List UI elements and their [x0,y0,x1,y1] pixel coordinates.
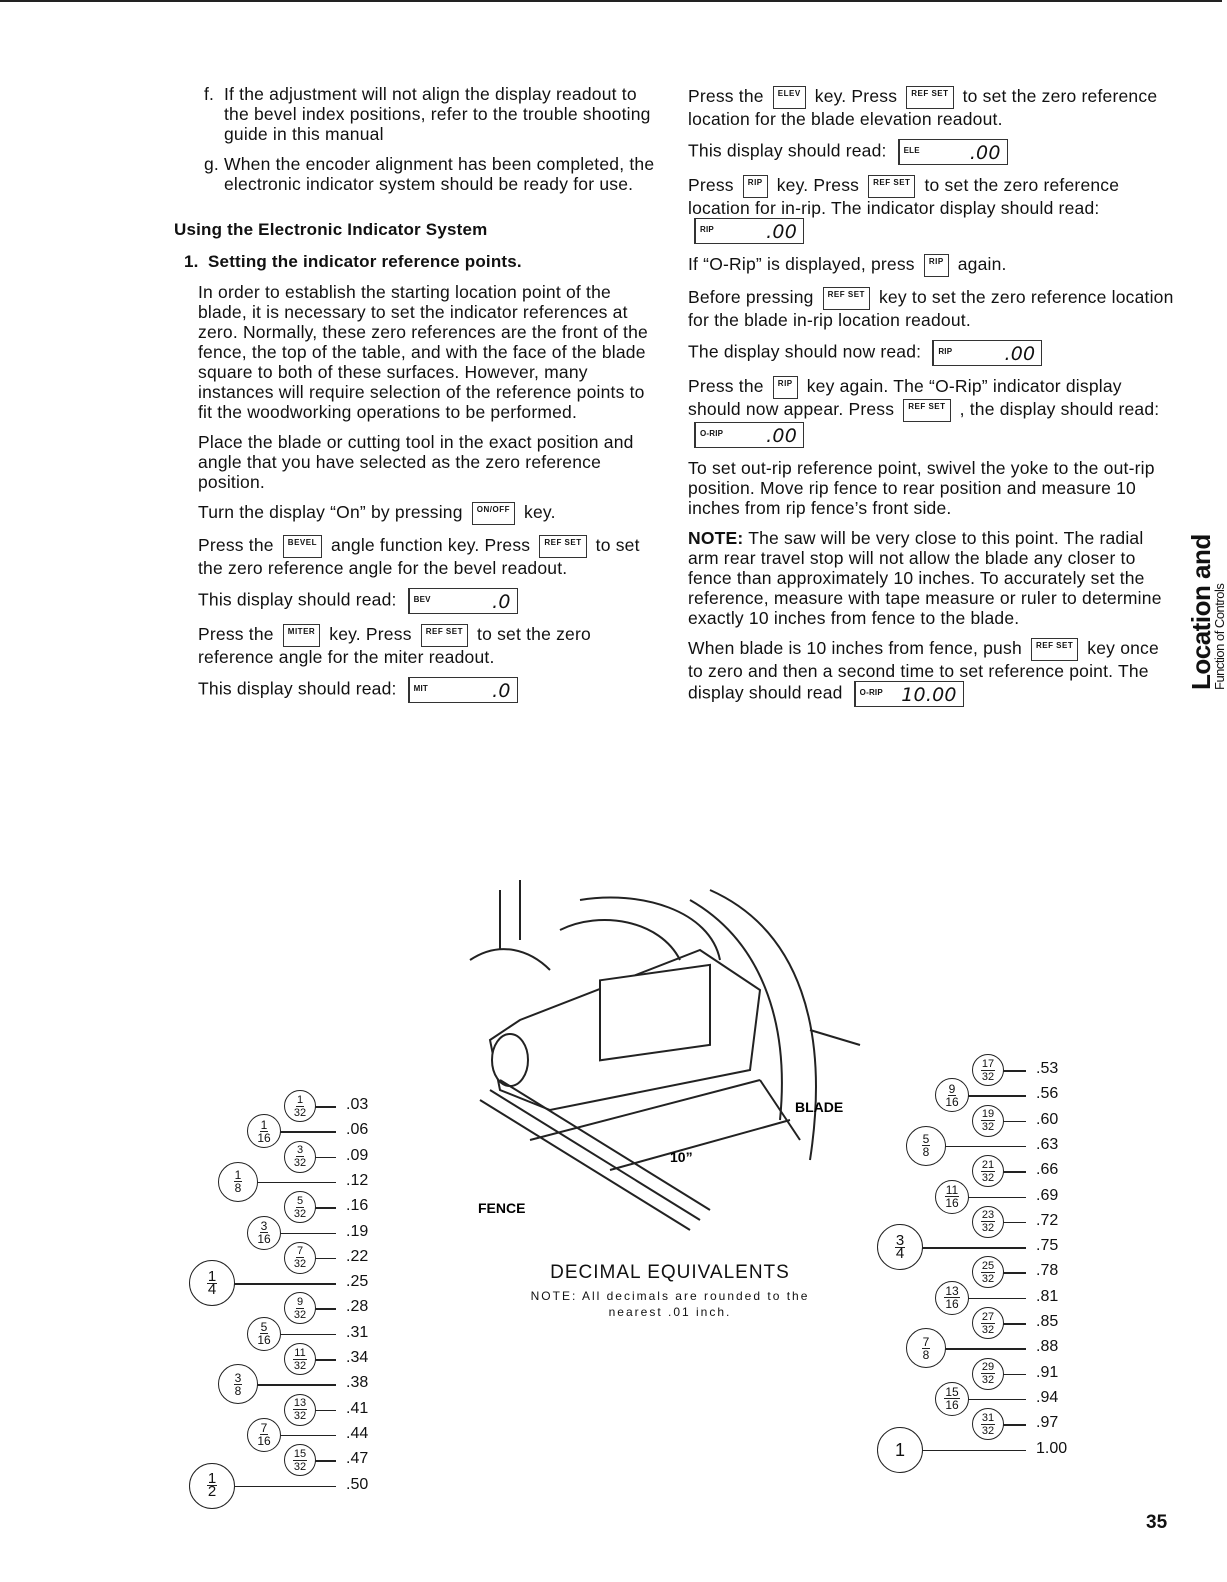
fraction-numerator: 15 [293,1447,307,1460]
fraction-numerator: 9 [948,1081,956,1096]
fraction-circle [284,1191,316,1223]
fraction-numerator: 1 [296,1093,304,1106]
decimal-value: .28 [346,1298,369,1316]
fraction-circle [247,1418,281,1452]
fraction-denominator: 32 [293,1258,307,1271]
fraction-denominator: 32 [981,1374,995,1387]
fraction-numerator: 7 [296,1245,304,1258]
miter-instruction [198,624,662,667]
rip-key: RIP [773,376,798,399]
decimal-value: .31 [346,1323,369,1341]
fraction-denominator: 32 [293,1460,307,1473]
fraction-circle [972,1155,1004,1187]
fraction-circle [935,1078,969,1112]
ref-set-key: REF SET [906,86,953,109]
fraction-denominator: 16 [945,1297,959,1312]
orip-display [854,681,964,707]
bevel-instruction [198,535,662,578]
decimal-value: .97 [1036,1414,1059,1432]
caption-note: NOTE: All decimals are rounded to the nearest .01 inch. [530,1289,810,1319]
fraction-circle [247,1114,281,1148]
fraction-circle [972,1256,1004,1288]
decimal-value: .12 [346,1171,369,1189]
fraction-numerator: 9 [296,1295,304,1308]
decimal-value: .91 [1036,1363,1059,1381]
decimal-value: .75 [1036,1237,1059,1255]
fraction-circle [284,1343,316,1375]
orip-pre: If “O-Rip” is displayed, press [688,254,915,275]
fraction-denominator: 32 [981,1272,995,1285]
fraction-numerator: 5 [922,1132,930,1147]
fraction-circle [935,1281,969,1315]
fraction-circle [972,1307,1004,1339]
display-value: .00 [1004,343,1036,365]
push-pre: When blade is 10 inches from fence, push [688,638,1022,659]
note-label: NOTE: [688,528,744,548]
miter-display [408,677,518,703]
decimal-value: .85 [1036,1313,1059,1330]
fraction-denominator: 16 [257,1434,271,1449]
decimal-value: .25 [346,1273,369,1291]
fraction-circle [189,1463,235,1509]
fraction-numerator: 27 [981,1310,995,1323]
fraction-numerator: 3 [895,1231,905,1249]
fraction-numerator: 25 [981,1259,995,1272]
orip-display [694,422,804,448]
display-label: O-RIP [700,429,724,438]
fraction-denominator: 32 [981,1070,995,1083]
elev-mid: key. Press [814,86,898,107]
before-instruction [688,287,1178,330]
ref-set-key: REF SET [421,624,468,647]
step-f-text: If the adjustment will not align the display readout to the bevel index positions, refer to the trouble shooting guide in this manual [224,84,651,144]
decimal-value: .66 [1036,1161,1059,1179]
fraction-circle [935,1180,969,1214]
caption-title: DECIMAL EQUIVALENTS [550,1262,790,1283]
on-off-key: ON/OFF [472,502,515,525]
page-number: 35 [1146,1512,1168,1533]
blade-label: BLADE [795,1099,844,1115]
fraction-denominator: 32 [981,1171,995,1184]
fraction-denominator: 32 [981,1424,995,1437]
display-label: RIP [700,225,714,234]
display-label: BEV [413,595,431,604]
fraction-numerator: 1 [260,1117,268,1132]
fraction-numerator: 17 [981,1057,995,1070]
fraction-circle [972,1054,1004,1086]
fraction-numerator: 15 [945,1385,959,1400]
fraction-denominator: 32 [981,1323,995,1336]
decimal-value: .34 [346,1349,369,1366]
decimal-value: .53 [1036,1060,1059,1077]
fraction-circle [284,1394,316,1426]
fraction-circle [284,1242,316,1274]
ref-set-key: REF SET [903,399,950,422]
fraction-numerator: 5 [260,1320,268,1335]
fraction-circle [972,1105,1004,1137]
fraction-denominator: 16 [945,1094,959,1109]
fraction-numerator: 11 [294,1346,306,1359]
fraction-denominator: 32 [293,1157,307,1170]
fraction-numerator: 23 [981,1209,995,1222]
fraction-denominator: 8 [234,1383,242,1398]
turn-on-instruction [198,502,662,525]
fraction-circle [906,1328,946,1368]
fraction-numerator: 21 [981,1158,995,1171]
display-label: ELE [903,146,920,155]
decimal-value: .06 [346,1121,369,1139]
step-f [198,84,662,144]
fraction-denominator: 16 [945,1398,959,1413]
fraction-denominator: 8 [922,1347,930,1362]
subheading-text: Setting the indicator reference points. [208,252,522,271]
before-pre: Before pressing [688,287,814,308]
fraction-denominator: 16 [945,1196,959,1210]
bevel-read-pre: This display should read: [198,589,397,610]
note-text: The saw will be very close to this point. The radial arm rear travel stop will not allow the blade any closer to fence than approximately 10 inches. To accurately set the reference, measure with tape measure or ruler to determine exactly 10 inches from fence to the blade. [688,528,1162,628]
fraction-circle [218,1162,258,1202]
decimal-value: .03 [346,1096,369,1113]
fraction-numerator: 5 [296,1194,304,1207]
elev-instruction [688,86,1178,129]
step-g-label: g. [204,154,219,174]
display-value: 10.00 [901,684,957,706]
decimal-value: .47 [346,1450,369,1468]
elev-key: ELEV [773,86,806,109]
miter-pre: Press the [198,624,274,645]
fraction-denominator: 2 [207,1483,217,1500]
now-readout [688,340,1178,366]
fraction-circle [284,1444,316,1476]
before-post: key to set the zero reference location for the blade in-rip location readout. [688,287,1174,330]
fraction-denominator: 16 [257,1130,271,1145]
side-tab-title: Location and [1186,534,1216,690]
side-tab [1180,534,1227,690]
saw-illustration [460,870,880,1260]
para-reference-intro: In order to establish the starting location point of the blade, it is necessary to set the indicator references at zero. Normally, these zero references are the front of the fence, the top of the table, and with the face of the blade square to both of these surfaces. However, many instances will require selection of the reference points to fit the woodworking operations to be performed. [198,282,648,422]
decimal-caption [520,1262,820,1320]
step-f-label: f. [204,84,215,104]
fraction-circle [284,1292,316,1324]
decimal-value: .41 [346,1399,369,1417]
rip-again-mid: key again. The “O-Rip” indicator display should now appear. Press [688,376,1122,420]
decimal-value: .63 [1036,1135,1059,1153]
outrip-para: To set out-rip reference point, swivel the yoke to the out-rip position. Move rip fence to rear position and measure 10 inches from rip fence’s front side. [688,458,1155,518]
fraction-denominator: 32 [293,1359,307,1372]
fraction-circle [972,1358,1004,1390]
miter-mid: key. Press [329,624,412,645]
decimal-value: .38 [346,1374,369,1392]
rip-pre: Press [688,175,734,196]
rip-mid: key. Press [776,175,860,196]
decimal-value: .16 [346,1197,369,1215]
display-label: MIT [413,684,429,693]
fraction-denominator: 32 [293,1207,307,1220]
fraction-numerator: 7 [260,1421,268,1436]
fraction-circle [877,1427,923,1473]
fraction-numerator: 19 [981,1108,995,1121]
decimal-value: 1.00 [1036,1439,1068,1457]
ref-set-key: REF SET [539,535,586,558]
fraction-denominator: 32 [981,1222,995,1235]
bevel-display [408,588,518,614]
fraction-denominator: 32 [293,1308,307,1321]
rip-display [694,218,804,244]
control-knob [492,1034,528,1086]
bevel-post: to set the zero reference angle for the bevel readout. [198,535,640,578]
display-label: O-RIP [859,688,883,697]
display-value: .0 [492,591,511,613]
fraction-circle [972,1408,1004,1440]
display-value: .00 [969,142,1001,164]
fraction-circle [935,1382,969,1416]
fraction-numerator: 29 [981,1361,995,1374]
rip-post: to set the zero reference location for in-rip. The indicator display should read: [688,175,1120,218]
turn-on-post: key. [524,502,556,523]
distance-label: 10” [670,1149,693,1165]
decimal-value: .69 [1036,1186,1059,1204]
decimal-value: .88 [1036,1338,1059,1356]
fraction-numerator: 13 [945,1284,959,1299]
fraction-denominator: 4 [895,1244,905,1262]
bevel-readout [198,588,662,614]
decimal-value: .94 [1036,1388,1059,1406]
rip-again-post: , the display should read: [959,399,1160,420]
fraction-denominator: 8 [922,1145,930,1160]
now-read-pre: The display should now read: [688,341,922,362]
fraction-circle [877,1224,923,1270]
note-para [688,528,1178,628]
display-value: .00 [766,221,797,243]
display-label: RIP [938,347,953,356]
fraction-circle [284,1141,316,1173]
fence-label: FENCE [478,1200,526,1216]
decimal-value: .60 [1036,1110,1059,1128]
orip-instruction [688,254,1178,277]
rip-key: RIP [924,254,949,277]
fraction-numerator: 1 [234,1168,242,1183]
decimal-value: .78 [1036,1262,1059,1280]
decimal-value: .72 [1036,1211,1059,1229]
step-g [198,154,662,194]
decimal-value: .22 [346,1247,369,1265]
rip-display [932,340,1042,366]
step-g-text: When the encoder alignment has been completed, the electronic indicator system should be ready for use. [224,154,655,194]
fraction-circle [906,1126,946,1166]
fraction-circle [972,1206,1004,1238]
fraction-circle [218,1364,258,1404]
fraction-numerator: 1 [207,1470,217,1487]
fraction-denominator: 16 [257,1333,271,1348]
subheading [184,252,662,272]
fraction-denominator: 8 [234,1181,242,1196]
fraction-numerator: 1 [894,1439,905,1460]
side-tab-subtitle: Function of Controls [1212,583,1227,690]
miter-readout [198,677,662,703]
fraction-circle [284,1090,316,1122]
elev-pre: Press the [688,86,764,107]
push-post: key once to zero and then a second time to set reference point. The display should read [688,638,1159,703]
fraction-numerator: 11 [945,1183,959,1197]
decimal-value: .44 [346,1424,369,1442]
motor-window [600,965,710,1060]
fraction-numerator: 13 [293,1397,307,1410]
bevel-pre: Press the [198,535,274,556]
fraction-circle [189,1260,235,1306]
decimal-value: .56 [1036,1085,1059,1103]
miter-post: to set the zero reference angle for the miter readout. [198,624,591,667]
display-value: .0 [492,680,511,702]
para-place-blade: Place the blade or cutting tool in the exact position and angle that you have selected as the zero reference position. [198,432,634,492]
rip-key: RIP [743,175,768,198]
miter-key: MITER [283,624,320,647]
rip-instruction [688,175,1178,244]
rip-again-instruction [688,376,1178,448]
push-instruction [688,638,1178,707]
fraction-circle [247,1216,281,1250]
fraction-numerator: 7 [922,1334,930,1349]
turn-on-pre: Turn the display “On” by pressing [198,502,463,523]
right-column [688,86,1178,717]
decimal-value: .50 [346,1475,369,1493]
fraction-denominator: 4 [207,1280,217,1298]
subheading-number: 1. [184,252,199,271]
decimal-value: .81 [1036,1287,1059,1305]
elev-readout [688,139,1178,165]
bevel-key: BEVEL [283,535,322,558]
fraction-numerator: 3 [234,1370,242,1385]
orip-post: again. [957,254,1007,275]
elev-read-pre: This display should read: [688,140,887,161]
left-column [174,84,662,713]
elev-post: to set the zero reference location for the blade elevation readout. [688,86,1158,129]
ref-set-key: REF SET [1031,638,1078,661]
fraction-denominator: 32 [293,1106,307,1119]
decimal-value: .19 [346,1222,369,1240]
rip-again-pre: Press the [688,376,764,397]
ref-set-key: REF SET [823,287,870,310]
fraction-denominator: 32 [293,1410,307,1423]
fraction-numerator: 31 [981,1411,995,1424]
bevel-mid: angle function key. Press [331,535,531,556]
fraction-numerator: 3 [260,1219,268,1233]
section-heading: Using the Electronic Indicator System [174,220,488,239]
fraction-numerator: 1 [207,1267,217,1285]
elev-display [898,139,1008,165]
fraction-denominator: 32 [981,1121,995,1134]
top-rule [0,0,1222,2]
fraction-numerator: 3 [296,1144,304,1157]
display-value: .00 [766,425,797,447]
fraction-denominator: 16 [257,1232,271,1246]
decimal-value: .09 [346,1146,369,1164]
miter-read-pre: This display should read: [198,678,397,699]
fraction-circle [247,1317,281,1351]
ref-set-key: REF SET [868,175,915,198]
